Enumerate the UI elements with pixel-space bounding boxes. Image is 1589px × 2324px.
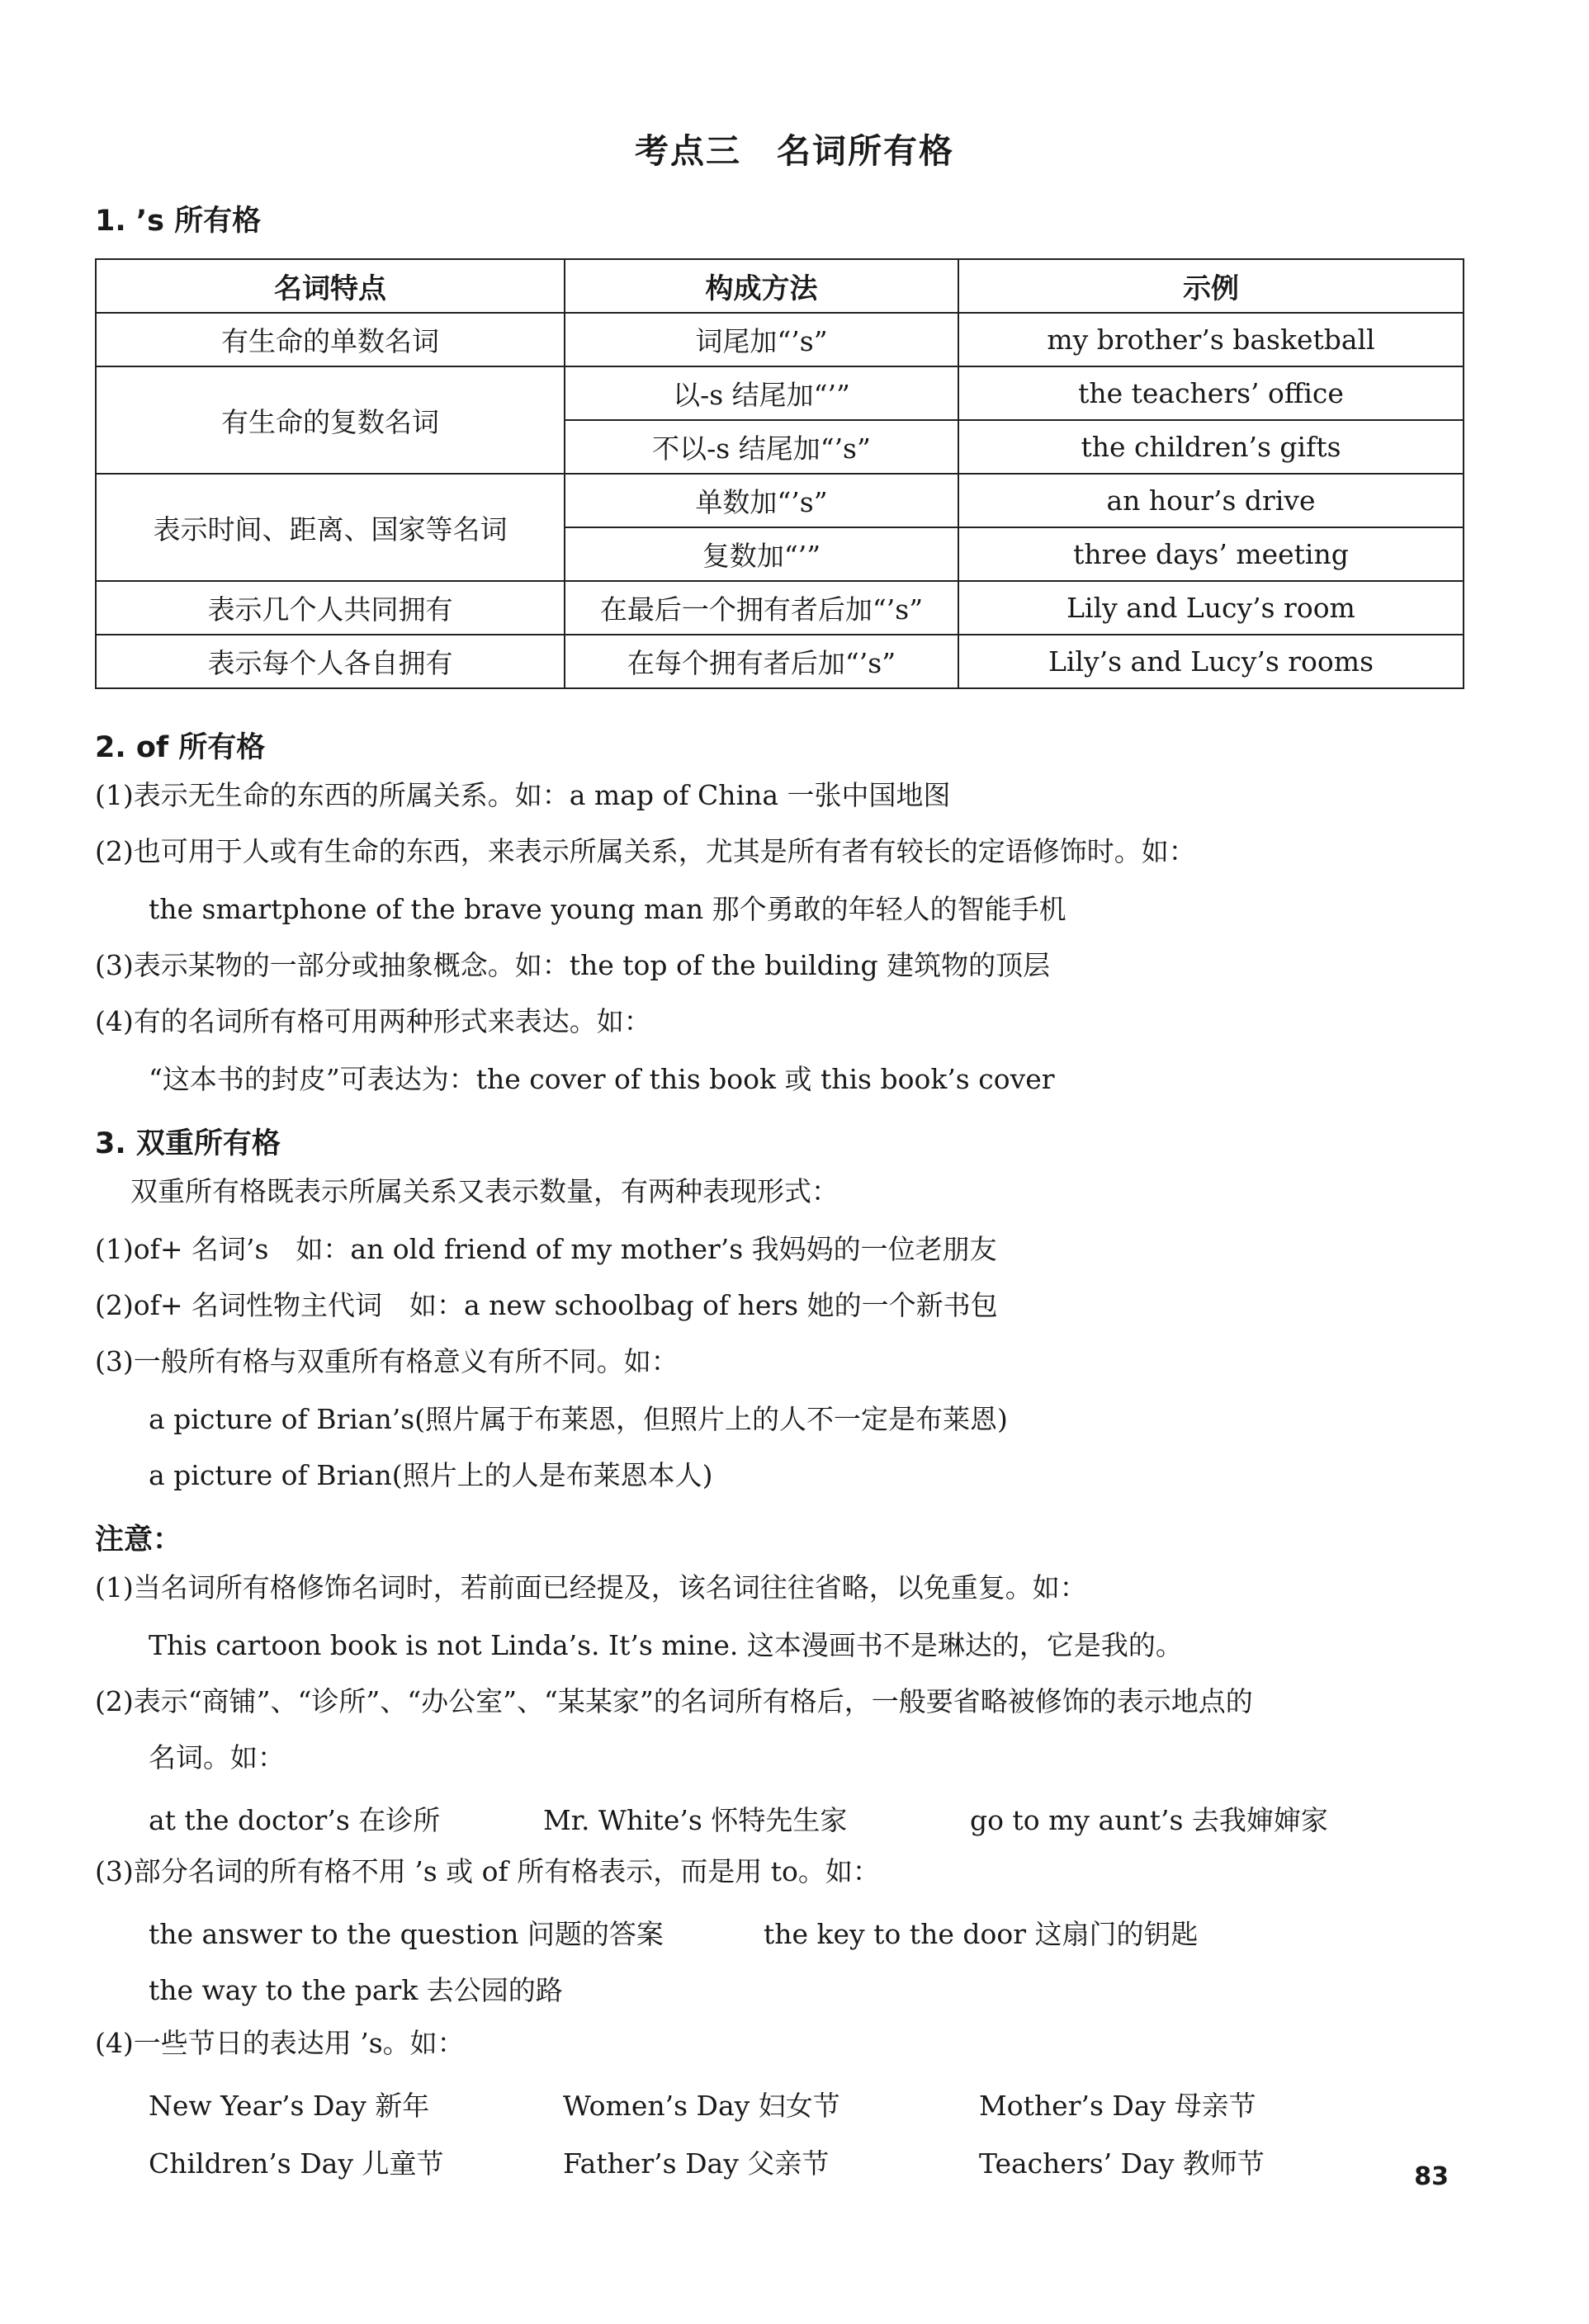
table-cell: my brother’s basketball <box>958 313 1464 366</box>
table-cell: an hour’s drive <box>958 474 1464 527</box>
table-cell: 词尾加“’s” <box>565 313 958 366</box>
section-heading-3: 3. 双重所有格 <box>95 1127 281 1160</box>
table-cell: 在每个拥有者后加“’s” <box>565 635 958 688</box>
holiday-item: New Year’s Day 新年 <box>149 2090 430 2122</box>
table-cell: Lily and Lucy’s room <box>958 581 1464 635</box>
example-item: go to my aunt’s 去我婶婶家 <box>970 1804 1328 1836</box>
page-number: 83 <box>1414 2162 1449 2191</box>
text-line: (1)of+ 名词’s 如：an old friend of my mother’s 我妈妈的一位老朋友 <box>95 1233 997 1265</box>
text-line: This cartoon book is not Linda’s. It’s mine. 这本漫画书不是琳达的，它是我的。 <box>149 1629 1183 1661</box>
table-header-row <box>96 259 1464 313</box>
holiday-item: Women’s Day 妇女节 <box>563 2090 840 2122</box>
section-heading-1: 1. ’s 所有格 <box>95 205 262 238</box>
table-cell: 表示几个人共同拥有 <box>96 581 565 635</box>
text-line: (2)表示“商铺”、“诊所”、“办公室”、“某某家”的名词所有格后，一般要省略被修饰的表示地点的 <box>95 1685 1253 1717</box>
table-cell: the children’s gifts <box>958 420 1464 474</box>
text-line: (1)表示无生命的东西的所属关系。如：a map of China 一张中国地图 <box>95 779 951 811</box>
text-line: (1)当名词所有格修饰名词时，若前面已经提及，该名词往往省略，以免重复。如： <box>95 1571 1087 1604</box>
table-cell: 有生命的复数名词 <box>96 366 565 474</box>
holiday-item: Children’s Day 儿童节 <box>149 2147 444 2180</box>
text-line: “这本书的封皮”可表达为：the cover of this book 或 this book’s cover <box>149 1063 1055 1095</box>
example-item: the key to the door 这扇门的钥匙 <box>764 1918 1199 1950</box>
table-cell: three days’ meeting <box>958 527 1464 581</box>
table-cell: 单数加“’s” <box>565 474 958 527</box>
table-row <box>96 581 1464 635</box>
possessive-table <box>95 258 1464 689</box>
text-line: (4)有的名词所有格可用两种形式来表达。如： <box>95 1005 651 1037</box>
table-cell: the teachers’ office <box>958 366 1464 420</box>
table-cell: 有生命的单数名词 <box>96 313 565 366</box>
text-line: 名词。如： <box>149 1741 285 1774</box>
example-item: the answer to the question 问题的答案 <box>149 1918 664 1950</box>
example-item: Mr. White’s 怀特先生家 <box>543 1804 848 1836</box>
text-line: (2)也可用于人或有生命的东西，来表示所属关系，尤其是所有者有较长的定语修饰时。如： <box>95 835 1196 867</box>
table-cell: 不以-s 结尾加“’s” <box>565 420 958 474</box>
table-row <box>96 474 1464 527</box>
table-cell: 表示每个人各自拥有 <box>96 635 565 688</box>
table-cell: 以-s 结尾加“’” <box>565 366 958 420</box>
text-line: a picture of Brian(照片上的人是布莱恩本人) <box>149 1459 713 1491</box>
holiday-item: Mother’s Day 母亲节 <box>979 2090 1256 2122</box>
table-cell: 复数加“’” <box>565 527 958 581</box>
text-line: the smartphone of the brave young man 那个勇敢的年轻人的智能手机 <box>149 893 1066 925</box>
text-line: (3)表示某物的一部分或抽象概念。如：the top of the building 建筑物的顶层 <box>95 949 1051 981</box>
table-cell: 在最后一个拥有者后加“’s” <box>565 581 958 635</box>
text-line: (3)一般所有格与双重所有格意义有所不同。如： <box>95 1345 679 1377</box>
table-row <box>96 313 1464 366</box>
notes-heading: 注意： <box>95 1523 182 1556</box>
text-line: (2)of+ 名词性物主代词 如：a new schoolbag of hers 她的一个新书包 <box>95 1289 998 1321</box>
table-row <box>96 366 1464 420</box>
table-header: 名词特点 <box>96 259 565 313</box>
section-heading-2: 2. of 所有格 <box>95 731 266 764</box>
page-title: 考点三 名词所有格 <box>635 131 954 171</box>
text-line: (4)一些节日的表达用 ’s。如： <box>95 2027 465 2059</box>
table-cell: 表示时间、距离、国家等名词 <box>96 474 565 581</box>
example-item: the way to the park 去公园的路 <box>149 1974 563 2006</box>
text-line: (3)部分名词的所有格不用 ’s 或 of 所有格表示，而是用 to。如： <box>95 1855 880 1887</box>
example-item: at the doctor’s 在诊所 <box>149 1804 441 1836</box>
holiday-item: Father’s Day 父亲节 <box>563 2147 830 2180</box>
table-row <box>96 635 1464 688</box>
text-line: 双重所有格既表示所属关系又表示数量，有两种表现形式： <box>130 1175 839 1207</box>
table-cell: Lily’s and Lucy’s rooms <box>958 635 1464 688</box>
table-header: 示例 <box>958 259 1464 313</box>
holiday-item: Teachers’ Day 教师节 <box>979 2147 1265 2180</box>
text-line: a picture of Brian’s(照片属于布莱恩，但照片上的人不一定是布莱恩) <box>149 1403 1008 1435</box>
table-header: 构成方法 <box>565 259 958 313</box>
